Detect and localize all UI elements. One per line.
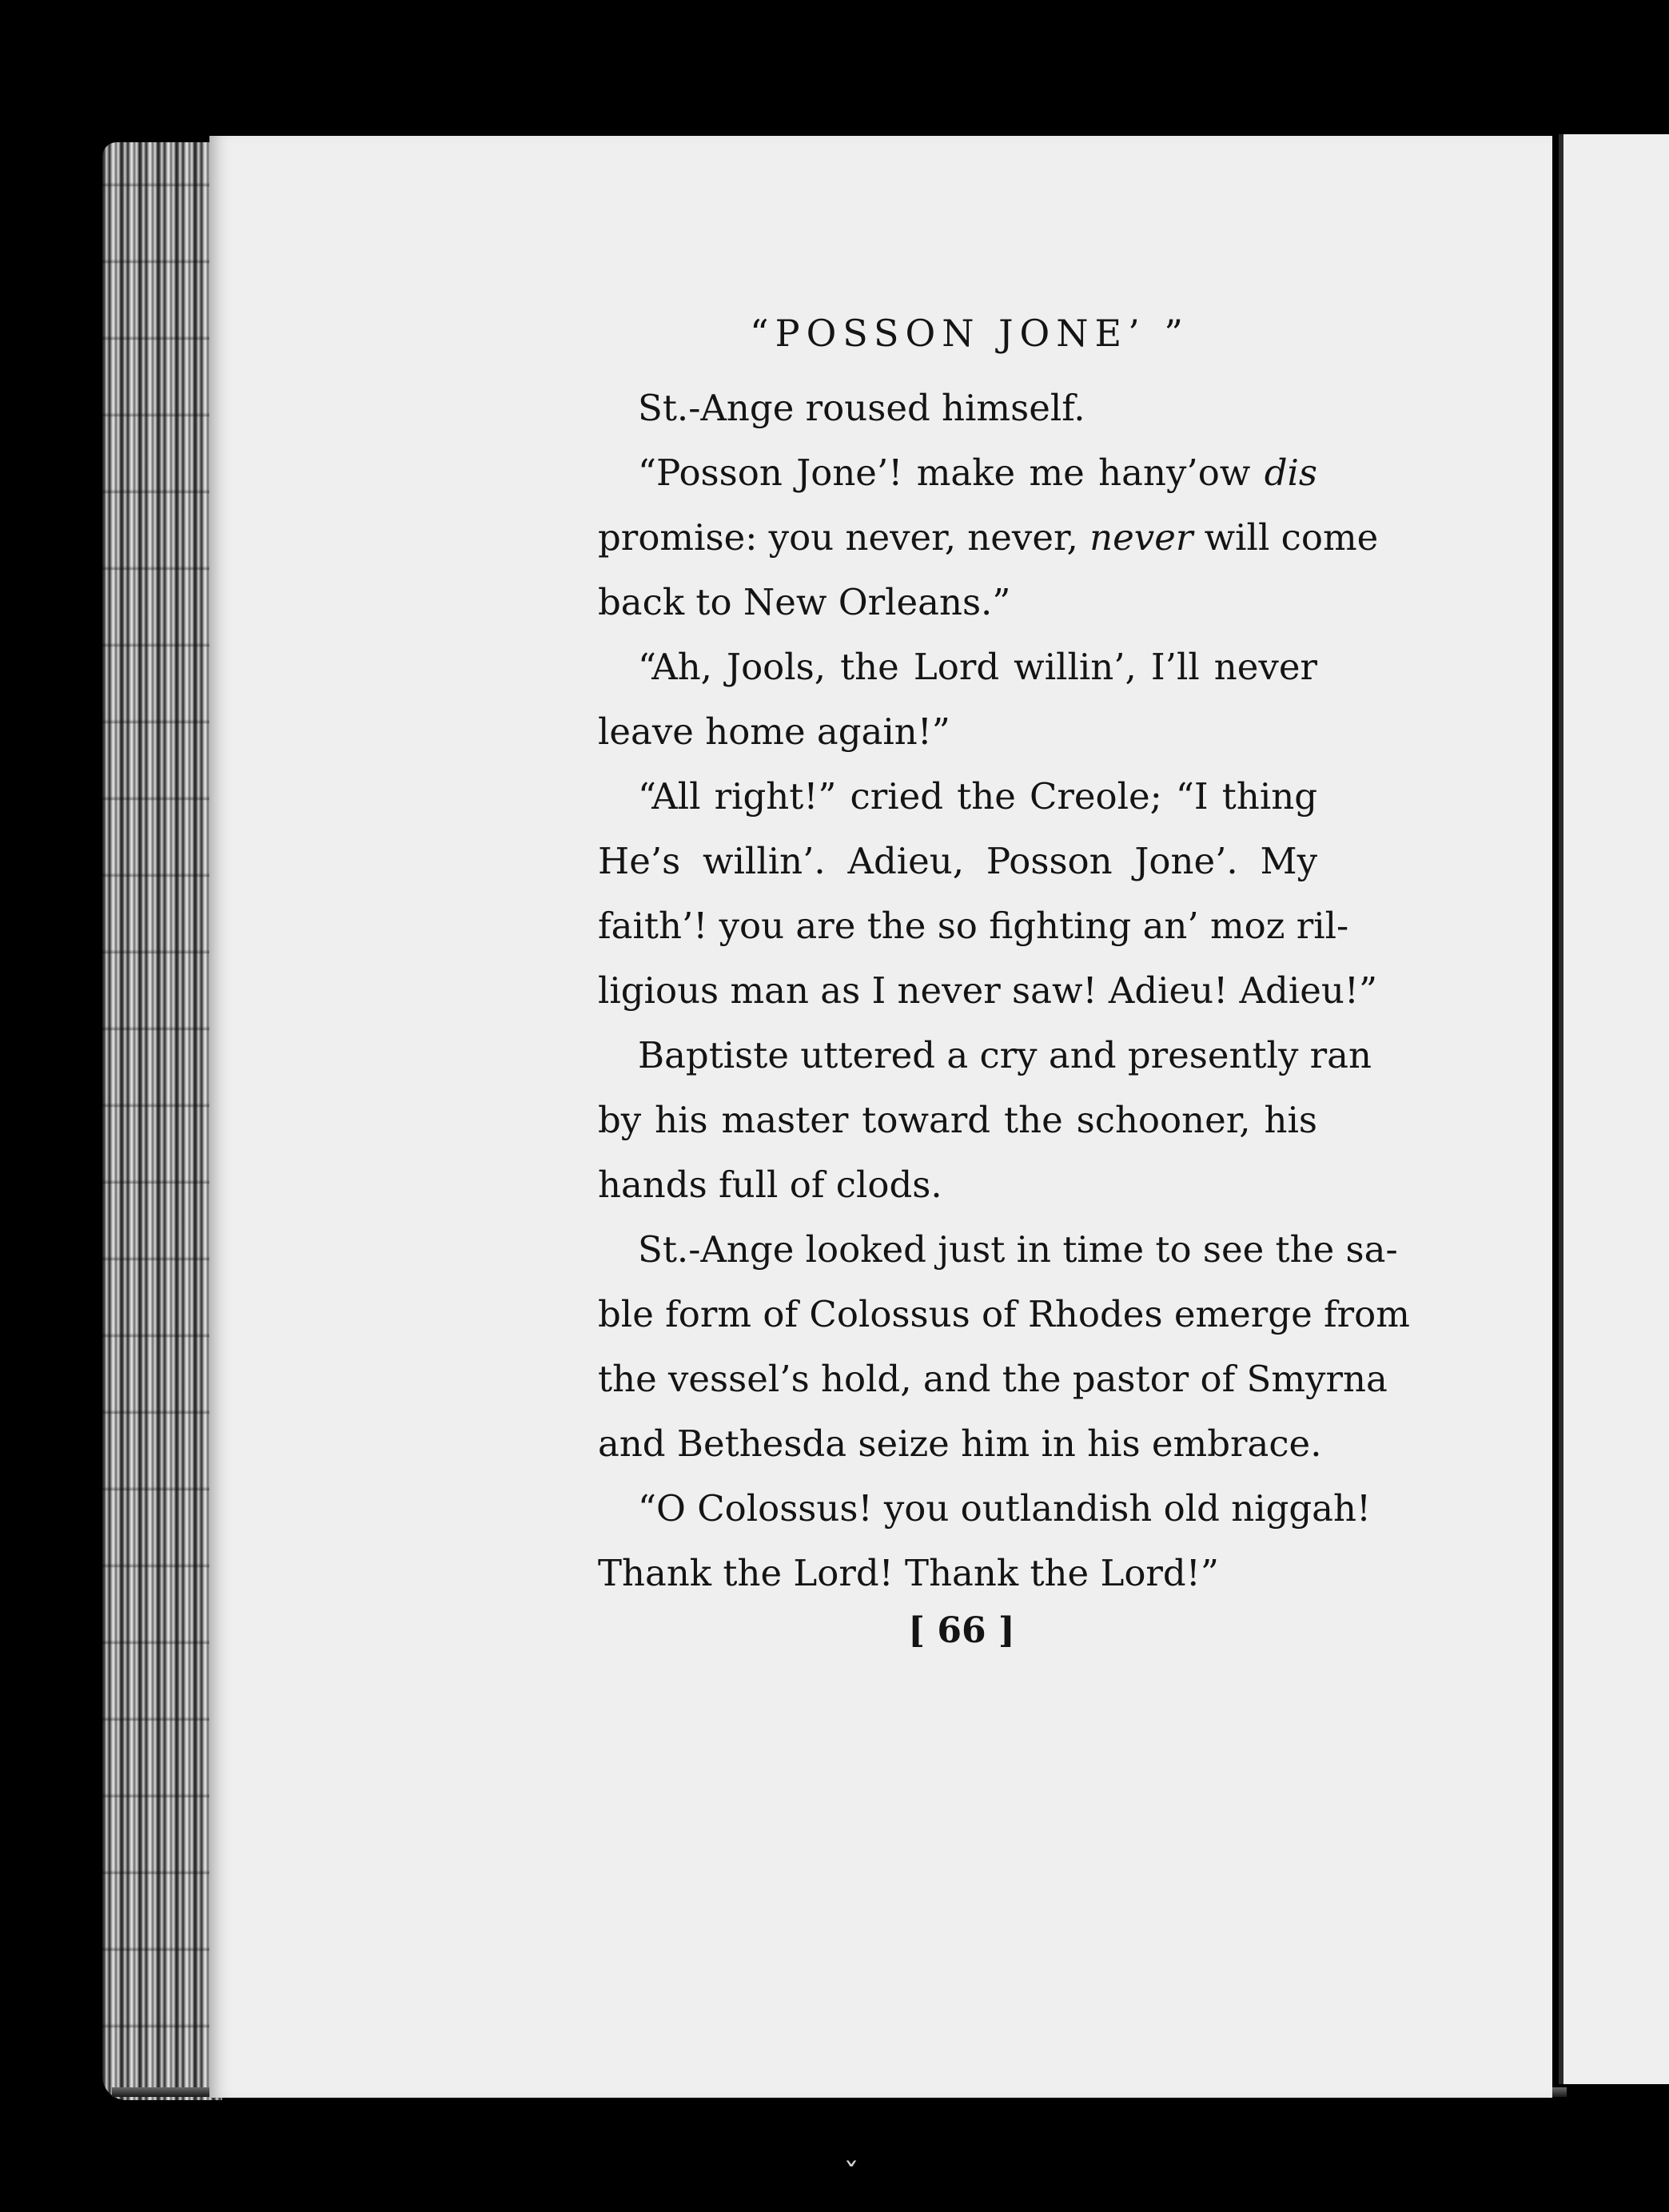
text-line: ligious man as I never saw! Adieu! Adieu!” (598, 969, 1377, 1012)
text-line: the vessel’s hold, and the pastor of Smyrna (598, 1358, 1388, 1400)
text-line: St.-Ange roused himself. (638, 387, 1085, 429)
page-edge-stack (102, 142, 222, 2100)
text-line: “Posson Jone’! make me hany’ow dis (638, 452, 1317, 494)
text-line: back to New Orleans.” (598, 581, 1011, 623)
text-line: ble form of Colossus of Rhodes emerge from (598, 1293, 1410, 1335)
text-line: “O Colossus! you outlandish old niggah! (638, 1487, 1372, 1530)
text-line: leave home again!” (598, 710, 950, 753)
text-line: “Ah, Jools, the Lord willin’, I’ll never (638, 646, 1317, 688)
running-head: “POSSON JONE’ ” (750, 312, 1189, 355)
text-line: Thank the Lord! Thank the Lord!” (598, 1552, 1219, 1594)
text-line: St.-Ange looked just in time to see the sa- (638, 1228, 1398, 1271)
text-line: “All right!” cried the Creole; “I thing (638, 775, 1317, 818)
text-line: hands full of clods. (598, 1164, 942, 1206)
page-number: [ 66 ] (908, 1610, 1015, 1651)
text-line: He’s willin’. Adieu, Posson Jone’. My (598, 840, 1317, 882)
text-line: Baptiste uttered a cry and presently ran (638, 1034, 1372, 1076)
body-text (598, 376, 1410, 1605)
text-line: by his master toward the schooner, his (598, 1099, 1317, 1141)
text-line: faith’! you are the so fighting an’ moz ril- (598, 905, 1349, 947)
text-line: promise: you never, never, never will come (598, 516, 1379, 559)
scan-artifact-mark: ˇ (843, 2158, 859, 2194)
text-line: and Bethesda seize him in his embrace. (598, 1422, 1322, 1465)
facing-page (1559, 134, 1669, 2084)
page-text-block (598, 312, 1410, 1651)
